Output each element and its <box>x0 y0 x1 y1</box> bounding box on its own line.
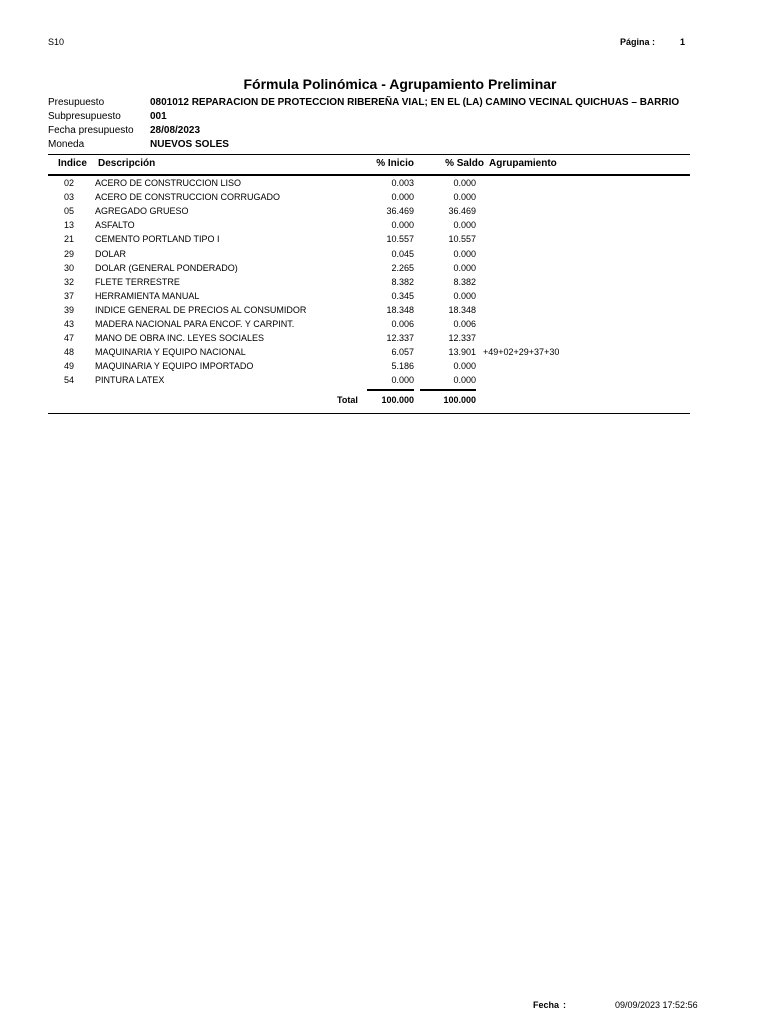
row-saldo: 10.557 <box>448 234 476 245</box>
row-descripcion: MANO DE OBRA INC. LEYES SOCIALES <box>95 333 265 344</box>
row-descripcion: ACERO DE CONSTRUCCION CORRUGADO <box>95 192 281 203</box>
row-descripcion: FLETE TERRESTRE <box>95 276 180 287</box>
row-saldo: 0.000 <box>453 375 476 386</box>
row-descripcion: CEMENTO PORTLAND TIPO I <box>95 234 220 245</box>
row-descripcion: INDICE GENERAL DE PRECIOS AL CONSUMIDOR <box>95 304 307 315</box>
fecha-presupuesto-label: Fecha presupuesto <box>48 125 134 136</box>
row-descripcion: HERRAMIENTA MANUAL <box>95 290 200 301</box>
col-agrupamiento: Agrupamiento <box>489 158 557 169</box>
presupuesto-value: 0801012 REPARACION DE PROTECCION RIBEREÑA VIAL; EN EL (LA) CAMINO VECINAL QUICHUAS – BARRIO <box>150 97 680 108</box>
table-row <box>48 305 690 319</box>
row-saldo: 0.000 <box>453 262 476 273</box>
row-inicio: 10.557 <box>386 234 414 245</box>
table-row <box>48 206 690 220</box>
row-descripcion: MAQUINARIA Y EQUIPO NACIONAL <box>95 347 246 358</box>
row-descripcion: AGREGADO GRUESO <box>95 206 189 217</box>
table-row <box>48 234 690 248</box>
row-indice: 30 <box>63 262 74 273</box>
table-row <box>48 220 690 234</box>
table-row <box>48 347 690 361</box>
row-inicio: 0.003 <box>391 178 414 188</box>
row-descripcion: PINTURA LATEX <box>95 375 165 386</box>
row-indice: 47 <box>63 333 74 344</box>
row-inicio: 0.006 <box>391 319 414 329</box>
row-indice: 43 <box>63 319 74 329</box>
row-inicio: 0.345 <box>391 290 414 301</box>
row-descripcion: DOLAR <box>95 248 127 259</box>
table-bottom-rule <box>48 413 690 414</box>
footer-fecha-label: Fecha <box>533 1000 560 1010</box>
presupuesto-label: Presupuesto <box>48 97 105 108</box>
row-inicio: 5.186 <box>391 361 414 372</box>
row-descripcion: MAQUINARIA Y EQUIPO IMPORTADO <box>95 361 254 372</box>
row-saldo: 0.000 <box>453 178 476 188</box>
subpresupuesto-value: 001 <box>150 111 167 122</box>
col-indice: Indice <box>58 158 87 169</box>
row-indice: 32 <box>63 276 74 287</box>
total-label: Total <box>337 395 358 405</box>
footer-fecha-value: 09/09/2023 17:52:56 <box>615 1000 698 1010</box>
row-saldo: 0.000 <box>453 248 476 259</box>
row-saldo: 12.337 <box>448 333 476 344</box>
row-descripcion: DOLAR (GENERAL PONDERADO) <box>95 262 238 273</box>
row-saldo: 13.901 <box>448 347 476 358</box>
row-saldo: 36.469 <box>448 206 476 217</box>
page-label: Página : <box>620 37 656 47</box>
table-row <box>48 319 690 333</box>
row-inicio: 18.348 <box>386 304 414 315</box>
table-top-rule <box>48 154 690 155</box>
table-row <box>48 249 690 263</box>
col-saldo: % Saldo <box>445 158 484 169</box>
row-indice: 13 <box>63 220 74 231</box>
row-inicio: 8.382 <box>391 276 414 287</box>
row-indice: 05 <box>63 206 74 217</box>
subpresupuesto-label: Subpresupuesto <box>48 111 121 122</box>
col-descripcion: Descripción <box>98 158 156 169</box>
row-inicio: 6.057 <box>391 347 414 358</box>
table-row <box>48 333 690 347</box>
row-inicio: 0.000 <box>391 192 414 203</box>
page-title: Fórmula Polinómica - Agrupamiento Preliminar <box>243 76 557 92</box>
row-inicio: 12.337 <box>386 333 414 344</box>
row-indice: 03 <box>63 192 74 203</box>
system-label: S10 <box>48 37 65 47</box>
row-inicio: 0.000 <box>391 220 414 231</box>
row-indice: 21 <box>63 234 74 245</box>
row-descripcion: ACERO DE CONSTRUCCION LISO <box>95 178 242 188</box>
row-indice: 29 <box>63 248 74 259</box>
total-saldo-rule <box>420 389 476 391</box>
row-saldo: 0.000 <box>453 192 476 203</box>
total-inicio-rule <box>367 389 414 391</box>
row-saldo: 0.000 <box>453 361 476 372</box>
row-inicio: 36.469 <box>386 206 414 217</box>
row-indice: 54 <box>63 375 74 386</box>
fecha-presupuesto-value: 28/08/2023 <box>150 125 201 136</box>
table-row <box>48 263 690 277</box>
row-saldo: 18.348 <box>448 304 476 315</box>
footer-fecha-colon: : <box>563 1000 566 1010</box>
page-number: 1 <box>680 37 686 47</box>
row-indice: 48 <box>63 347 74 358</box>
row-saldo: 0.000 <box>453 290 476 301</box>
row-indice: 49 <box>63 361 74 372</box>
row-saldo: 0.006 <box>453 319 476 329</box>
row-descripcion: ASFALTO <box>95 220 135 231</box>
row-indice: 02 <box>63 178 74 188</box>
table-row <box>48 277 690 291</box>
moneda-label: Moneda <box>48 139 85 150</box>
table-row <box>48 291 690 305</box>
row-inicio: 2.265 <box>391 262 414 273</box>
row-descripcion: MADERA NACIONAL PARA ENCOF. Y CARPINT. <box>95 319 295 329</box>
total-inicio: 100.000 <box>381 395 414 405</box>
table-row <box>48 361 690 375</box>
table-row <box>48 192 690 206</box>
table-header-rule <box>48 174 690 176</box>
total-saldo: 100.000 <box>443 395 476 405</box>
row-saldo: 8.382 <box>453 276 476 287</box>
row-inicio: 0.045 <box>391 248 414 259</box>
table-row <box>48 178 690 192</box>
row-saldo: 0.000 <box>453 220 476 231</box>
col-inicio: % Inicio <box>376 158 414 169</box>
table-row <box>48 375 690 389</box>
row-agrupamiento: +49+02+29+37+30 <box>483 347 560 358</box>
row-indice: 39 <box>63 304 74 315</box>
row-inicio: 0.000 <box>391 375 414 386</box>
row-indice: 37 <box>63 290 74 301</box>
moneda-value: NUEVOS SOLES <box>150 139 229 150</box>
